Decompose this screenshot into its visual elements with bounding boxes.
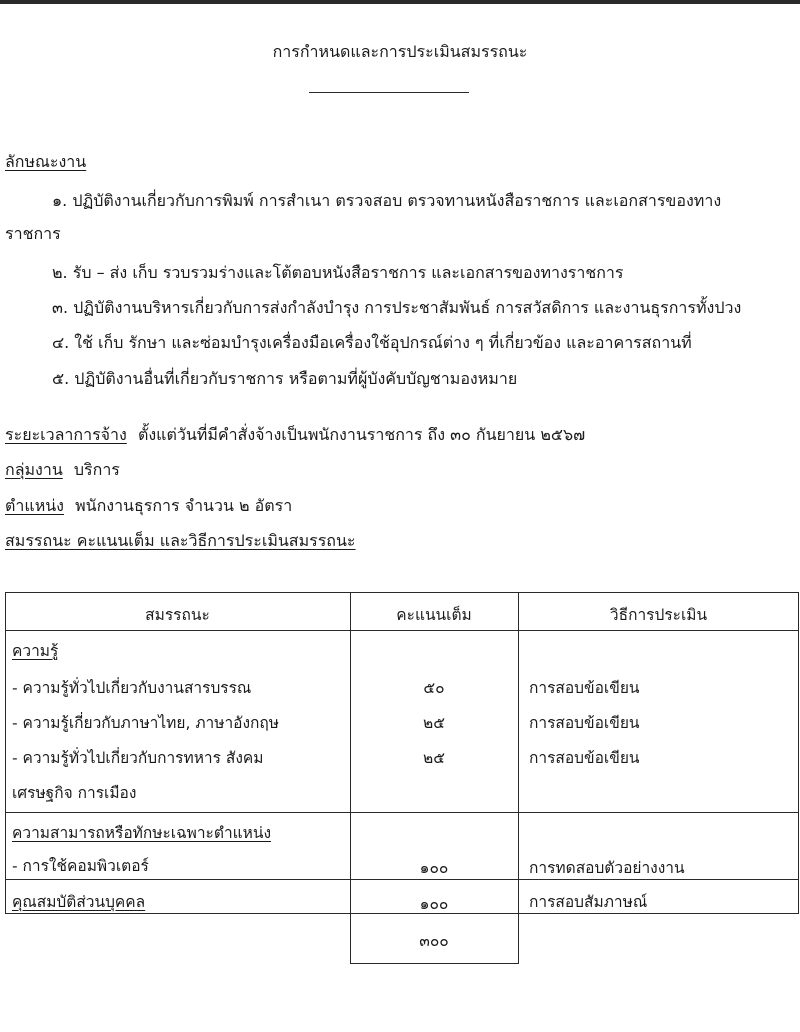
job-item-1 [52, 189, 721, 214]
knowledge-row-1-method: การสอบข้อเขียน [529, 679, 640, 697]
table-header-full-score: คะแนนเต็ม [396, 606, 472, 624]
position [5, 494, 292, 519]
personal-method: การสอบสัมภาษณ์ [529, 893, 648, 911]
job-item-4 [52, 331, 692, 356]
job-item-3-text: ปฏิบัติงานบริหารเกี่ยวกับการส่งกำลังบำรุง การประชาสัมพันธ์ การสวัสดิการ และงานธุรการทั้งปวง [73, 298, 742, 317]
top-border-rule [0, 0, 800, 4]
knowledge-row-1-item: - ความรู้ทั่วไปเกี่ยวกับงานสารบรรณ [12, 679, 252, 697]
job-item-5-number: ๕. [52, 369, 70, 388]
employment-period-label: ระยะเวลาการจ้าง [5, 425, 127, 444]
position-value: พนักงานธุรการ จำนวน ๒ อัตรา [75, 496, 293, 515]
position-label: ตำแหน่ง [5, 496, 64, 515]
job-item-4-text: ใช้ เก็บ รักษา และซ่อมบำรุงเครื่องมือเครื่องใช้อุปกรณ์ต่าง ๆ ที่เกี่ยวข้อง และอาคารสถานที่ [74, 333, 692, 352]
table-header-rule [5, 630, 799, 631]
employment-period [5, 423, 585, 448]
employment-period-value: ตั้งแต่วันที่มีคำสั่งจ้างเป็นพนักงานราชการ ถึง ๓๐ กันยายน ๒๕๖๗ [137, 425, 586, 444]
skills-heading: ความสามารถหรือทักษะเฉพาะตำแหน่ง [12, 824, 272, 842]
job-item-1-number: ๑. [52, 191, 68, 210]
job-item-2-text: รับ – ส่ง เก็บ รวบรวมร่างและโต้ตอบหนังสือราชการ และเอกสารของทางราชการ [72, 263, 624, 282]
knowledge-row-2-score: ๒๕ [423, 714, 445, 732]
job-description-heading: ลักษณะงาน [5, 152, 87, 171]
knowledge-row-2-item: - ความรู้เกี่ยวกับภาษาไทย, ภาษาอังกฤษ [12, 714, 280, 732]
job-item-3-number: ๓. [52, 298, 69, 317]
table-column-divider-2 [518, 592, 519, 964]
table-header-method: วิธีการประเมิน [609, 606, 708, 624]
job-item-5 [52, 367, 517, 392]
knowledge-row-2-method: การสอบข้อเขียน [529, 714, 640, 732]
knowledge-row-3-method: การสอบข้อเขียน [529, 749, 640, 767]
skills-method: การทดสอบตัวอย่างงาน [529, 859, 685, 877]
job-item-2-number: ๒. [52, 263, 68, 282]
knowledge-row-3-item: - ความรู้ทั่วไปเกี่ยวกับการทหาร สังคม [12, 749, 264, 767]
work-group-value: บริการ [73, 460, 120, 479]
job-item-5-text: ปฏิบัติงานอื่นที่เกี่ยวกับราชการ หรือตามที่ผู้บังคับบัญชามองหมาย [74, 369, 518, 388]
table-header-competency: สมรรถนะ [145, 606, 210, 624]
work-group [5, 458, 120, 483]
knowledge-row-1-score: ๕๐ [423, 679, 445, 697]
job-item-2 [52, 261, 624, 286]
job-item-4-number: ๔. [52, 333, 70, 352]
knowledge-heading: ความรู้ [12, 642, 59, 660]
table-knowledge-rule [5, 812, 799, 813]
skills-item: - การใช้คอมพิวเตอร์ [12, 857, 149, 875]
competency-heading: สมรรถนะ คะแนนเต็ม และวิธีการประเมินสมรรถนะ [5, 531, 356, 550]
table-total-bottom-line [350, 963, 519, 964]
job-item-1-text: ปฏิบัติงานเกี่ยวกับการพิมพ์ การสำเนา ตรวจสอบ ตรวจทานหนังสือราชการ และเอกสารของทาง [72, 191, 722, 210]
title-underline [309, 92, 469, 93]
personal-score: ๑๐๐ [419, 895, 449, 913]
personal-heading: คุณสมบัติส่วนบุคคล [12, 893, 146, 911]
total-score: ๓๐๐ [419, 932, 449, 950]
job-item-3 [52, 296, 741, 321]
job-item-1-continuation: ราชการ [5, 224, 61, 243]
knowledge-row-3-score: ๒๕ [423, 749, 445, 767]
work-group-label: กลุ่มงาน [5, 460, 63, 479]
knowledge-row-3-continuation: เศรษฐกิจ การเมือง [12, 784, 137, 802]
skills-score: ๑๐๐ [419, 859, 449, 877]
document-title: การกำหนดและการประเมินสมรรถนะ [272, 42, 528, 61]
